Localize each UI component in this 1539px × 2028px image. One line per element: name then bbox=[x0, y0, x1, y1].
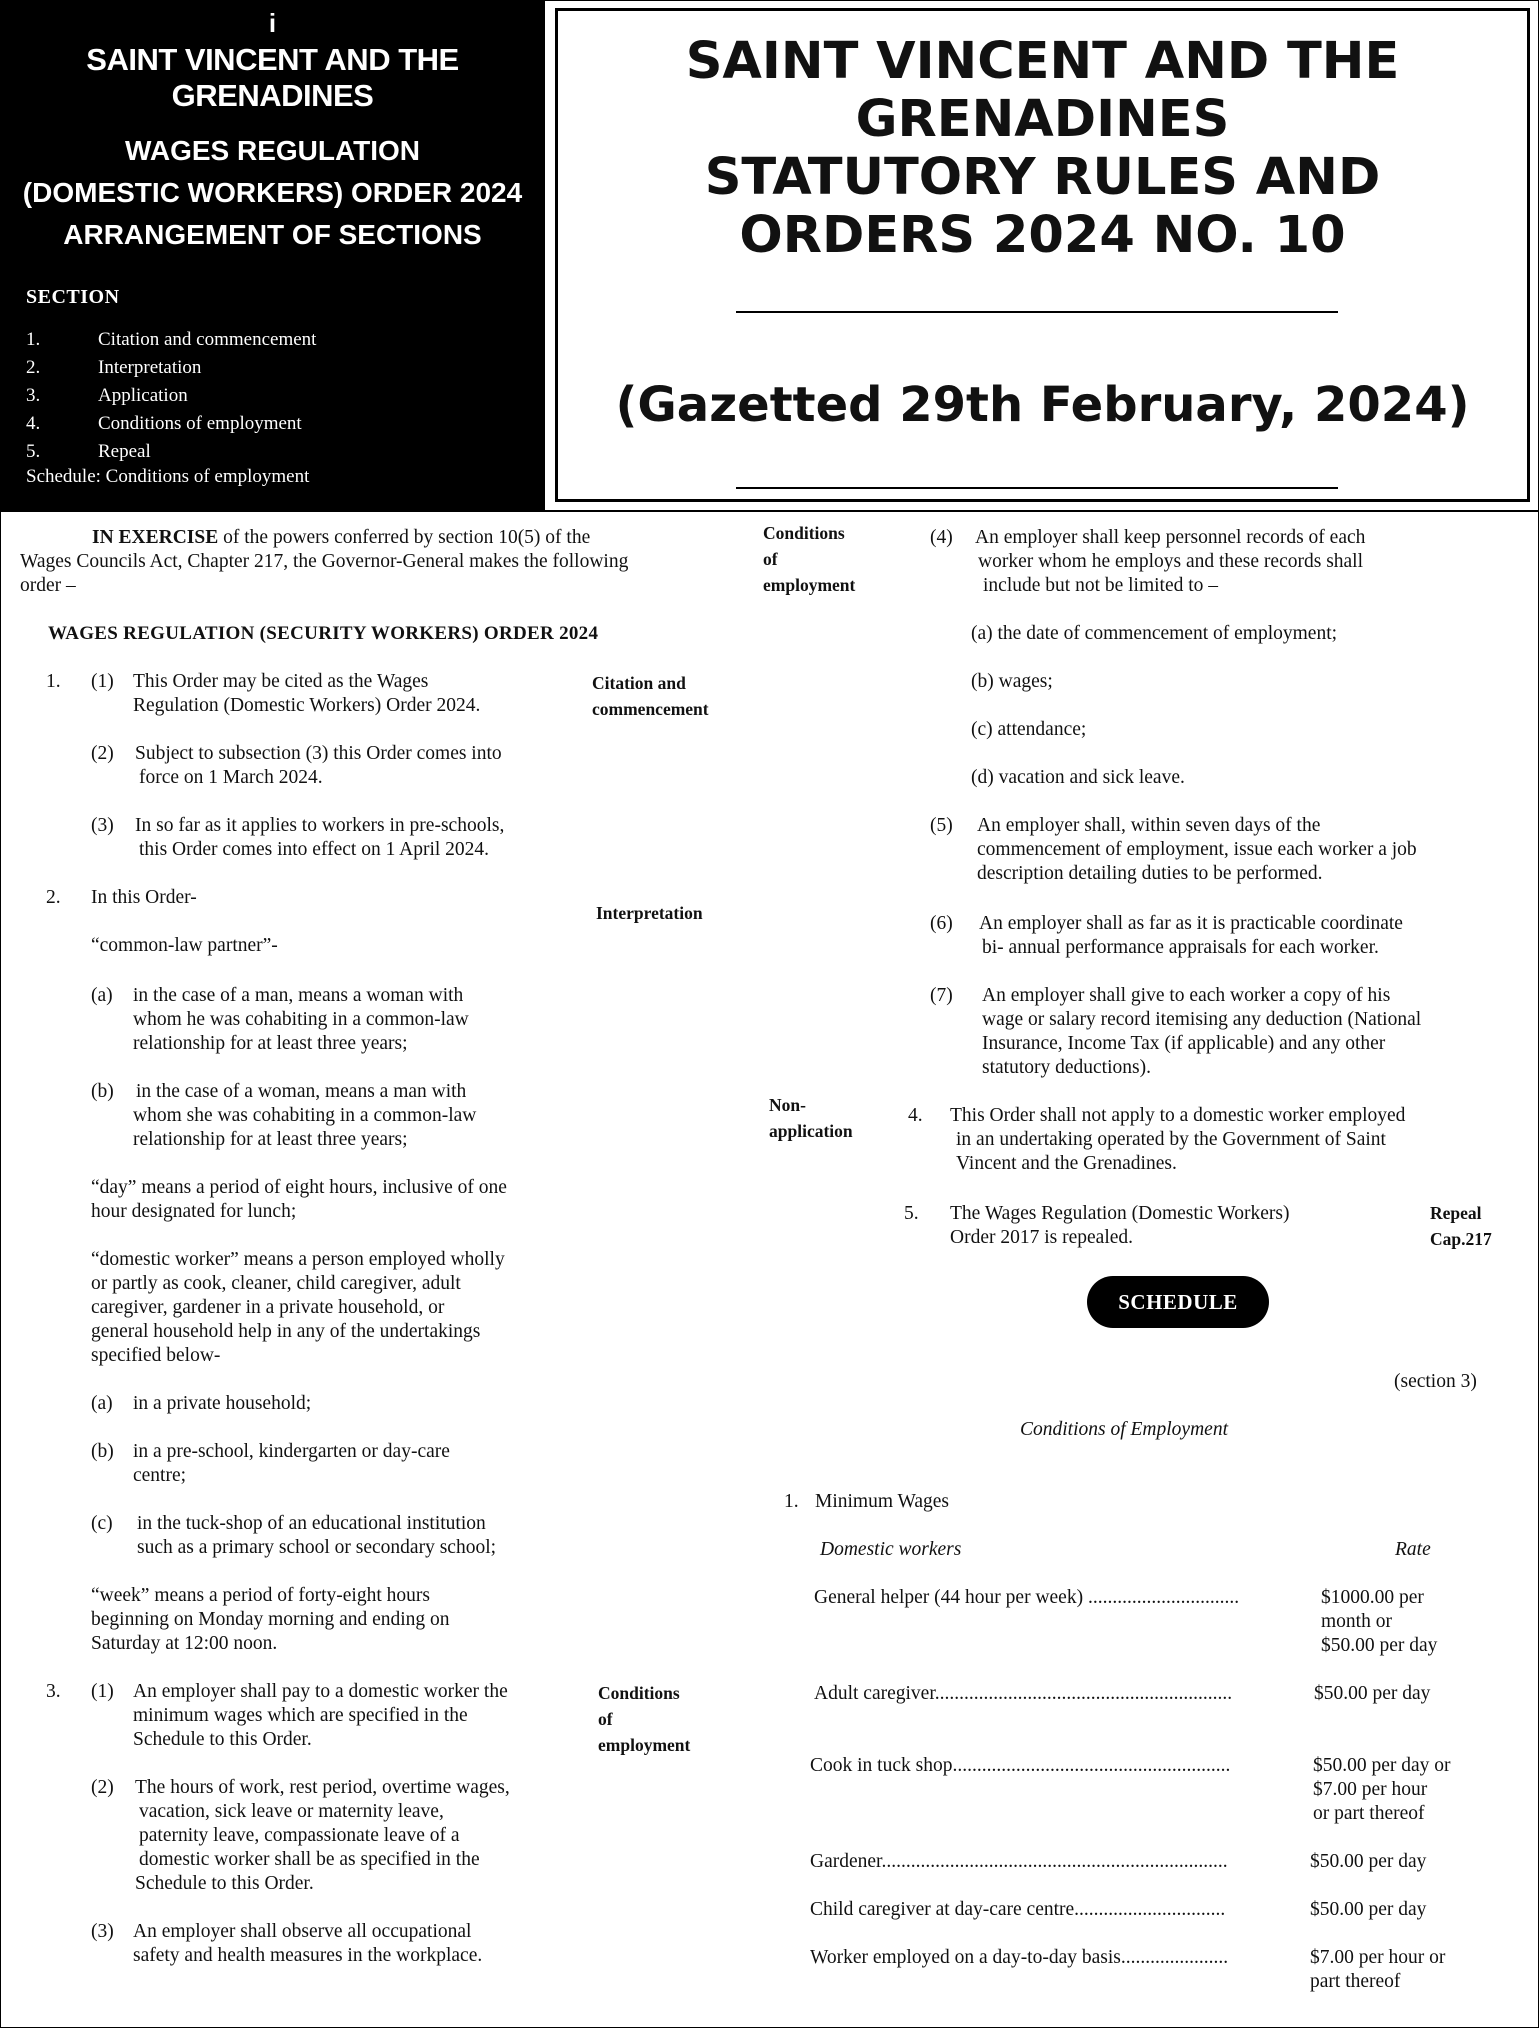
text-line: “week” means a period of forty-eight hours bbox=[91, 1585, 430, 1606]
preamble-lead: IN EXERCISE bbox=[92, 527, 219, 548]
rate-row-worker: General helper (44 hour per week) ............................... bbox=[814, 1587, 1240, 1608]
text-line: description detailing duties to be performed. bbox=[977, 863, 1323, 884]
section-number: 1. bbox=[46, 671, 61, 692]
toc-schedule: Schedule: Conditions of employment bbox=[26, 466, 310, 487]
toc-number: 4. bbox=[26, 413, 41, 434]
text-line: safety and health measures in the workplace. bbox=[133, 1945, 483, 1966]
subsection-number: (4) bbox=[930, 527, 953, 548]
definition-paragraph bbox=[133, 984, 469, 1056]
record-item: (c) attendance; bbox=[971, 719, 1087, 740]
rate-line: $50.00 per day or bbox=[1313, 1755, 1451, 1776]
text-line: minimum wages which are specified in the bbox=[133, 1705, 468, 1726]
title-line: STATUTORY RULES AND bbox=[704, 148, 1381, 207]
text-line: An employer shall give to each worker a copy of his bbox=[982, 985, 1391, 1006]
section-4 bbox=[950, 1104, 1405, 1176]
margin-note-interpretation: Interpretation bbox=[596, 903, 703, 923]
rate-line: month or bbox=[1321, 1611, 1392, 1632]
margin-note-repeal bbox=[1430, 1200, 1492, 1252]
text-line: Vincent and the Grenadines. bbox=[956, 1153, 1177, 1174]
rate-line: $7.00 per hour bbox=[1313, 1779, 1428, 1800]
toc-title: Repeal bbox=[98, 441, 151, 462]
title-line: SAINT VINCENT AND THE bbox=[685, 32, 1400, 91]
subsection-number: (2) bbox=[91, 1777, 114, 1798]
text-line: An employer shall, within seven days of the bbox=[977, 815, 1321, 836]
rate-row-value bbox=[1313, 1754, 1451, 1826]
paragraph-number: (a) bbox=[91, 985, 113, 1006]
subsection-1-3 bbox=[135, 814, 504, 862]
subsection-number: (1) bbox=[91, 1681, 114, 1702]
subsection-3-3 bbox=[133, 1920, 482, 1968]
rate-row-worker: Cook in tuck shop......................................................... bbox=[810, 1755, 1231, 1776]
section-number: 2. bbox=[46, 887, 61, 908]
note-line: Cap.217 bbox=[1430, 1229, 1492, 1249]
rate-row-worker: Adult caregiver............................................................. bbox=[814, 1683, 1233, 1704]
preamble bbox=[20, 526, 740, 598]
toc-item bbox=[26, 382, 526, 410]
text-line: “domestic worker” means a person employed wholly bbox=[91, 1249, 505, 1270]
rate-row-worker: Worker employed on a day-to-day basis...................... bbox=[810, 1947, 1229, 1968]
text-line: Saturday at 12:00 noon. bbox=[91, 1633, 278, 1654]
schedule-heading-badge: SCHEDULE bbox=[1087, 1276, 1269, 1328]
note-line: application bbox=[769, 1121, 853, 1141]
note-line: employment bbox=[598, 1735, 691, 1755]
definition-paragraph bbox=[133, 1440, 450, 1488]
header-divider bbox=[0, 510, 1539, 512]
text-line: An employer shall observe all occupational bbox=[133, 1921, 472, 1942]
rate-line: $7.00 per hour or bbox=[1310, 1947, 1446, 1968]
order-title-line: ARRANGEMENT OF SECTIONS bbox=[63, 219, 482, 250]
text-line: include but not be limited to – bbox=[983, 575, 1219, 596]
subsection-1-1 bbox=[133, 670, 480, 718]
toc-number: 2. bbox=[26, 357, 41, 378]
text-line: in the case of a man, means a woman with bbox=[133, 985, 464, 1006]
paragraph-number: (a) bbox=[91, 1393, 113, 1414]
text-line: This Order shall not apply to a domestic worker employed bbox=[950, 1105, 1406, 1126]
text-line: in an undertaking operated by the Government of Saint bbox=[956, 1129, 1386, 1150]
text-line: vacation, sick leave or maternity leave, bbox=[139, 1801, 444, 1822]
subsection-3-1 bbox=[133, 1680, 508, 1752]
note-line: Citation and bbox=[592, 673, 686, 693]
note-line: Repeal bbox=[1430, 1203, 1482, 1223]
arrangement-of-sections-panel bbox=[0, 0, 545, 510]
paragraph-number: (b) bbox=[91, 1081, 114, 1102]
margin-note-citation bbox=[592, 670, 709, 722]
text-line: An employer shall pay to a domestic worker the bbox=[133, 1681, 508, 1702]
rate-line: part thereof bbox=[1310, 1971, 1401, 1992]
margin-note-conditions-right bbox=[763, 520, 855, 598]
subsection-3-4 bbox=[975, 526, 1365, 598]
column-header-rate: Rate bbox=[1395, 1539, 1431, 1560]
section-number: 5. bbox=[904, 1203, 919, 1224]
toc-item bbox=[26, 326, 526, 354]
table-of-contents bbox=[26, 326, 526, 466]
rate-row-worker: Gardener....................................................................... bbox=[810, 1851, 1228, 1872]
subsection-1-2 bbox=[135, 742, 502, 790]
text-line: bi- annual performance appraisals for each worker. bbox=[982, 937, 1379, 958]
record-item: (a) the date of commencement of employment; bbox=[971, 623, 1338, 644]
rate-line: or part thereof bbox=[1313, 1803, 1425, 1824]
schedule-title: Conditions of Employment bbox=[1020, 1419, 1228, 1440]
text-line: hour designated for lunch; bbox=[91, 1201, 297, 1222]
subsection-number: (3) bbox=[91, 815, 114, 836]
page-number: i bbox=[268, 8, 277, 38]
statutory-title-box bbox=[555, 8, 1530, 502]
text-line: Regulation (Domestic Workers) Order 2024. bbox=[133, 695, 481, 716]
toc-title: Application bbox=[98, 385, 188, 406]
section-number: 4. bbox=[908, 1105, 923, 1126]
subsection-number: (3) bbox=[91, 1921, 114, 1942]
text-line: Insurance, Income Tax (if applicable) and any other bbox=[982, 1033, 1386, 1054]
text-line: in a private household; bbox=[133, 1393, 312, 1414]
section-number: 3. bbox=[46, 1681, 61, 1702]
preamble-text: Wages Councils Act, Chapter 217, the Governor-General makes the following bbox=[20, 551, 629, 572]
text-line: statutory deductions). bbox=[982, 1057, 1151, 1078]
rate-row-value bbox=[1310, 1850, 1426, 1874]
preamble-text: order – bbox=[20, 575, 76, 596]
schedule-item-heading: Minimum Wages bbox=[815, 1491, 950, 1512]
section-intro: In this Order- bbox=[91, 887, 197, 908]
text-line: Order 2017 is repealed. bbox=[950, 1227, 1134, 1248]
paragraph-number: (b) bbox=[91, 1441, 114, 1462]
margin-note-conditions bbox=[598, 1680, 690, 1758]
rate-row-value bbox=[1321, 1586, 1437, 1658]
text-line: relationship for at least three years; bbox=[133, 1129, 408, 1150]
definition-paragraph bbox=[133, 1080, 476, 1152]
toc-number: 1. bbox=[26, 329, 41, 350]
column-header-workers: Domestic workers bbox=[820, 1539, 962, 1560]
rate-row-value bbox=[1310, 1946, 1445, 1994]
order-title-line: (DOMESTIC WORKERS) ORDER 2024 bbox=[22, 177, 523, 208]
text-line: domestic worker shall be as specified in the bbox=[139, 1849, 480, 1870]
subsection-number: (2) bbox=[91, 743, 114, 764]
text-line: force on 1 March 2024. bbox=[139, 767, 323, 788]
panel-country-title: SAINT VINCENT AND THE GRENADINES bbox=[86, 42, 459, 113]
title-rule bbox=[736, 487, 1338, 489]
toc-title: Conditions of employment bbox=[98, 413, 302, 434]
note-line: Non- bbox=[769, 1095, 806, 1115]
record-item: (b) wages; bbox=[971, 671, 1053, 692]
toc-item bbox=[26, 410, 526, 438]
subsection-number: (7) bbox=[930, 985, 953, 1006]
text-line: The hours of work, rest period, overtime wages, bbox=[135, 1777, 510, 1798]
text-line: commencement of employment, issue each worker a job bbox=[977, 839, 1417, 860]
toc-number: 5. bbox=[26, 441, 41, 462]
section-5 bbox=[950, 1202, 1289, 1250]
panel-order-title bbox=[0, 130, 545, 256]
toc-title: Citation and commencement bbox=[98, 329, 317, 350]
subsection-3-7 bbox=[982, 984, 1421, 1080]
definition-paragraph bbox=[137, 1512, 496, 1560]
preamble-text: of the powers conferred by section 10(5) of the bbox=[218, 527, 591, 548]
text-line: wage or salary record itemising any deduction (National bbox=[982, 1009, 1422, 1030]
toc-item bbox=[26, 354, 526, 382]
margin-note-non-application bbox=[769, 1092, 853, 1144]
definition-domestic-worker bbox=[91, 1248, 505, 1368]
title-rule bbox=[736, 311, 1338, 313]
rate-line: $1000.00 per bbox=[1321, 1587, 1424, 1608]
text-line: whom he was cohabiting in a common-law bbox=[133, 1009, 469, 1030]
rate-row-worker: Child caregiver at day-care centre............................... bbox=[810, 1899, 1226, 1920]
text-line: Schedule to this Order. bbox=[135, 1873, 314, 1894]
text-line: in the case of a woman, means a man with bbox=[136, 1081, 467, 1102]
subsection-3-2 bbox=[135, 1776, 510, 1896]
text-line: Schedule to this Order. bbox=[133, 1729, 312, 1750]
text-line: relationship for at least three years; bbox=[133, 1033, 408, 1054]
definition-day bbox=[91, 1176, 507, 1224]
note-line: commencement bbox=[592, 699, 709, 719]
section-heading: SECTION bbox=[26, 286, 120, 308]
title-line: GRENADINES bbox=[855, 90, 1230, 149]
text-line: in the tuck-shop of an educational institution bbox=[137, 1513, 486, 1534]
record-item: (d) vacation and sick leave. bbox=[971, 767, 1185, 788]
note-line: of bbox=[598, 1709, 613, 1729]
text-line: such as a primary school or secondary school; bbox=[137, 1537, 497, 1558]
toc-title: Interpretation bbox=[98, 357, 202, 378]
statutory-title bbox=[558, 33, 1527, 265]
text-line: centre; bbox=[133, 1465, 187, 1486]
text-line: whom she was cohabiting in a common-law bbox=[133, 1105, 477, 1126]
rate-row-value bbox=[1314, 1682, 1430, 1706]
subsection-3-6 bbox=[979, 912, 1403, 960]
text-line: “day” means a period of eight hours, inclusive of one bbox=[91, 1177, 507, 1198]
subsection-number: (1) bbox=[91, 671, 114, 692]
note-line: Conditions bbox=[763, 523, 845, 543]
gazetted-date: (Gazetted 29th February, 2024) bbox=[615, 377, 1470, 433]
definition-term: “common-law partner”- bbox=[91, 935, 278, 956]
rate-line: $50.00 per day bbox=[1310, 1899, 1427, 1920]
title-line: ORDERS 2024 NO. 10 bbox=[739, 206, 1346, 265]
text-line: or partly as cook, cleaner, child caregiver, adult bbox=[91, 1273, 461, 1294]
text-line: An employer shall keep personnel records of each bbox=[975, 527, 1366, 548]
order-heading: WAGES REGULATION (SECURITY WORKERS) ORDER 2024 bbox=[48, 623, 599, 644]
rate-line: $50.00 per day bbox=[1314, 1683, 1431, 1704]
subsection-number: (6) bbox=[930, 913, 953, 934]
section-reference: (section 3) bbox=[1394, 1371, 1477, 1392]
order-title-line: WAGES REGULATION bbox=[124, 135, 421, 166]
note-line: employment bbox=[763, 575, 856, 595]
note-line: Conditions bbox=[598, 1683, 680, 1703]
paragraph-number: (c) bbox=[91, 1513, 113, 1534]
toc-item bbox=[26, 438, 526, 466]
subsection-number: (5) bbox=[930, 815, 953, 836]
definition-week bbox=[91, 1584, 450, 1656]
text-line: The Wages Regulation (Domestic Workers) bbox=[950, 1203, 1290, 1224]
rate-line: $50.00 per day bbox=[1310, 1851, 1427, 1872]
subsection-3-5 bbox=[977, 814, 1417, 886]
text-line: paternity leave, compassionate leave of a bbox=[139, 1825, 460, 1846]
toc-number: 3. bbox=[26, 385, 41, 406]
text-line: beginning on Monday morning and ending on bbox=[91, 1609, 450, 1630]
note-line: of bbox=[763, 549, 778, 569]
text-line: general household help in any of the undertakings bbox=[91, 1321, 481, 1342]
text-line: An employer shall as far as it is practicable coordinate bbox=[979, 913, 1403, 934]
text-line: specified below- bbox=[91, 1345, 221, 1366]
text-line: in a pre-school, kindergarten or day-care bbox=[133, 1441, 450, 1462]
text-line: caregiver, gardener in a private household, or bbox=[91, 1297, 445, 1318]
rate-row-value bbox=[1310, 1898, 1426, 1922]
text-line: worker whom he employs and these records shall bbox=[978, 551, 1364, 572]
text-line: In so far as it applies to workers in pre-schools, bbox=[135, 815, 505, 836]
text-line: this Order comes into effect on 1 April 2024. bbox=[139, 839, 490, 860]
text-line: This Order may be cited as the Wages bbox=[133, 671, 429, 692]
schedule-item-number: 1. bbox=[784, 1491, 799, 1512]
text-line: Subject to subsection (3) this Order comes into bbox=[135, 743, 502, 764]
rate-line: $50.00 per day bbox=[1321, 1635, 1438, 1656]
